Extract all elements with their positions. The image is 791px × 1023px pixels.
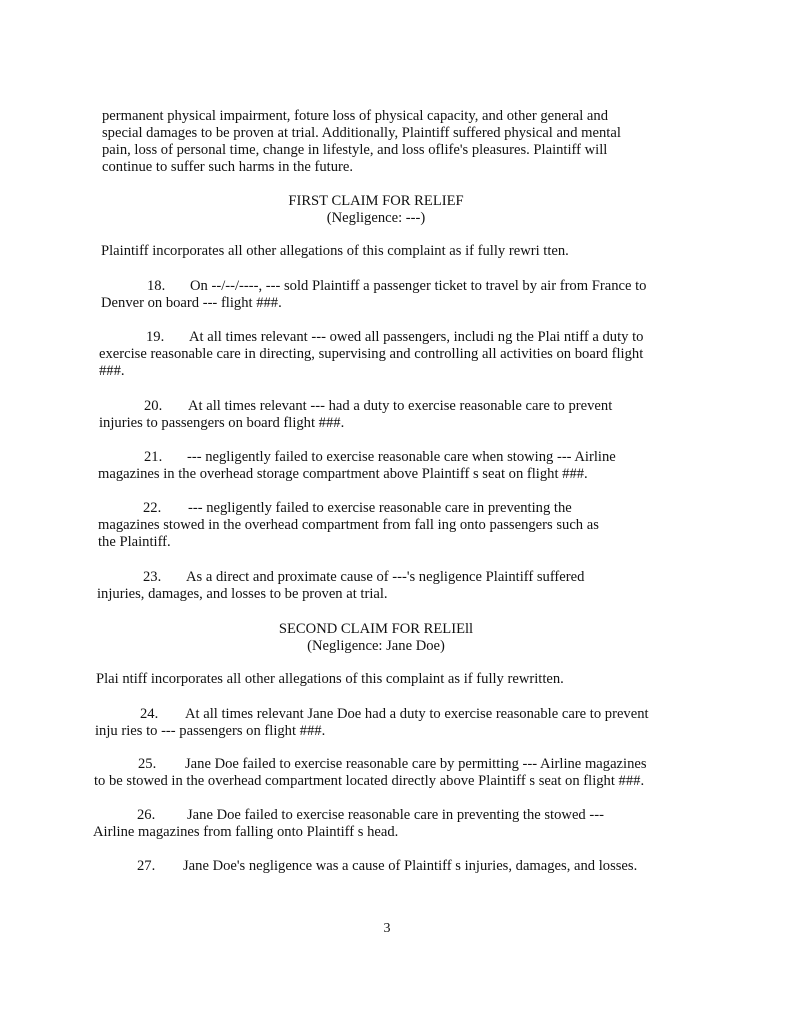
paragraph-27-text: Jane Doe's negligence was a cause of Plaintiff s injuries, damages, and losses. [183, 858, 638, 874]
paragraph-21-line-1 [98, 449, 630, 466]
paragraph-20-number: 20. [144, 398, 163, 414]
paragraph-21-text-1: --- negligently failed to exercise reasonable care when stowing --- Airline [187, 449, 616, 465]
paragraph-24-line-1 [95, 706, 660, 723]
paragraph-21-line-2: magazines in the overhead storage compartment above Plaintiff s seat on flight ###. [98, 466, 588, 482]
paragraph-21 [98, 449, 630, 483]
first-claim-incorporation [101, 243, 569, 260]
paragraph-18-line-1 [101, 278, 659, 295]
paragraph-25-text-1: Jane Doe failed to exercise reasonable care by permitting --- Airline magazines [185, 756, 647, 772]
second-claim-incorporation-text: Plai ntiff incorporates all other allegations of this complaint as if fully rewritten. [96, 671, 564, 687]
paragraph-19-line-1 [99, 329, 657, 346]
paragraph-22-number: 22. [143, 500, 162, 516]
paragraph-26-number: 26. [137, 807, 156, 823]
paragraph-26-line-2: Airline magazines from falling onto Plaintiff s head. [93, 824, 399, 840]
paragraph-23-line-1 [97, 569, 627, 586]
first-claim-subtitle: (Negligence: ---) [326, 210, 426, 226]
paragraph-20-line-2: injuries to passengers on board flight ###. [99, 415, 345, 431]
paragraph-25-line-1 [94, 756, 662, 773]
paragraph-24-line-2: inju ries to --- passengers on flight ###. [95, 723, 326, 739]
paragraph-23-text-1: As a direct and proximate cause of ---'s negligence Plaintiff suffered [186, 569, 585, 585]
paragraph-27-number: 27. [137, 858, 156, 874]
paragraph-22 [98, 500, 631, 551]
paragraph-22-line-1 [98, 500, 631, 517]
second-claim-heading [0, 621, 752, 655]
paragraph-18-text-1: On --/--/----, --- sold Plaintiff a passenger ticket to travel by air from France to [190, 278, 647, 294]
intro-line-4: continue to suffer such harms in the future. [102, 159, 354, 175]
paragraph-22-line-2: magazines stowed in the overhead compartment from fall ing onto passengers such as [98, 517, 599, 533]
paragraph-26 [93, 807, 618, 841]
paragraph-23 [97, 569, 627, 603]
paragraph-24 [95, 706, 660, 740]
paragraph-20-line-1 [99, 398, 629, 415]
paragraph-26-text-1: Jane Doe failed to exercise reasonable care in preventing the stowed --- [187, 807, 604, 823]
second-claim-subtitle: (Negligence: Jane Doe) [307, 638, 445, 654]
paragraph-23-line-2: injuries, damages, and losses to be proven at trial. [97, 586, 388, 602]
paragraph-25-line-2: to be stowed in the overhead compartment located directly above Plaintiff s seat on flight ###. [94, 773, 645, 789]
intro-paragraph [102, 108, 637, 176]
paragraph-27 [137, 858, 637, 875]
paragraph-18-number: 18. [147, 278, 166, 294]
paragraph-22-text-1: --- negligently failed to exercise reasonable care in preventing the [188, 500, 572, 516]
page-number: 3 [383, 921, 391, 936]
paragraph-22-line-3: the Plaintiff. [98, 534, 171, 550]
paragraph-24-text-1: At all times relevant Jane Doe had a duty to exercise reasonable care to prevent [185, 706, 649, 722]
paragraph-21-number: 21. [144, 449, 163, 465]
paragraph-24-number: 24. [140, 706, 159, 722]
paragraph-26-line-1 [93, 807, 618, 824]
intro-line-2: special damages to be proven at trial. Additionally, Plaintiff suffered physical and mental [102, 125, 621, 141]
first-claim-incorporation-text: Plaintiff incorporates all other allegations of this complaint as if fully rewri tten. [101, 243, 569, 259]
paragraph-18 [101, 278, 659, 312]
paragraph-23-number: 23. [143, 569, 162, 585]
second-claim-incorporation [96, 671, 564, 688]
second-claim-title: SECOND CLAIM FOR RELIEll [278, 621, 474, 637]
paragraph-19-line-3: ###. [99, 363, 125, 379]
paragraph-27-line-1 [137, 858, 637, 875]
paragraph-19-line-2: exercise reasonable care in directing, supervising and controlling all activities on board flight [99, 346, 644, 362]
paragraph-19 [99, 329, 657, 380]
paragraph-18-line-2: Denver on board --- flight ###. [101, 295, 282, 311]
paragraph-25-number: 25. [138, 756, 157, 772]
first-claim-title: FIRST CLAIM FOR RELIEF [288, 193, 464, 209]
paragraph-20-text-1: At all times relevant --- had a duty to exercise reasonable care to prevent [188, 398, 613, 414]
paragraph-20 [99, 398, 629, 432]
intro-line-3: pain, loss of personal time, change in lifestyle, and loss oflife's pleasures. Plaintiff will [102, 142, 608, 158]
paragraph-19-number: 19. [146, 329, 165, 345]
intro-line-1: permanent physical impairment, foture loss of physical capacity, and other general and [102, 108, 609, 124]
paragraph-25 [94, 756, 662, 790]
paragraph-19-text-1: At all times relevant --- owed all passengers, includi ng the Plai ntiff a duty to [189, 329, 644, 345]
first-claim-heading [0, 193, 752, 227]
